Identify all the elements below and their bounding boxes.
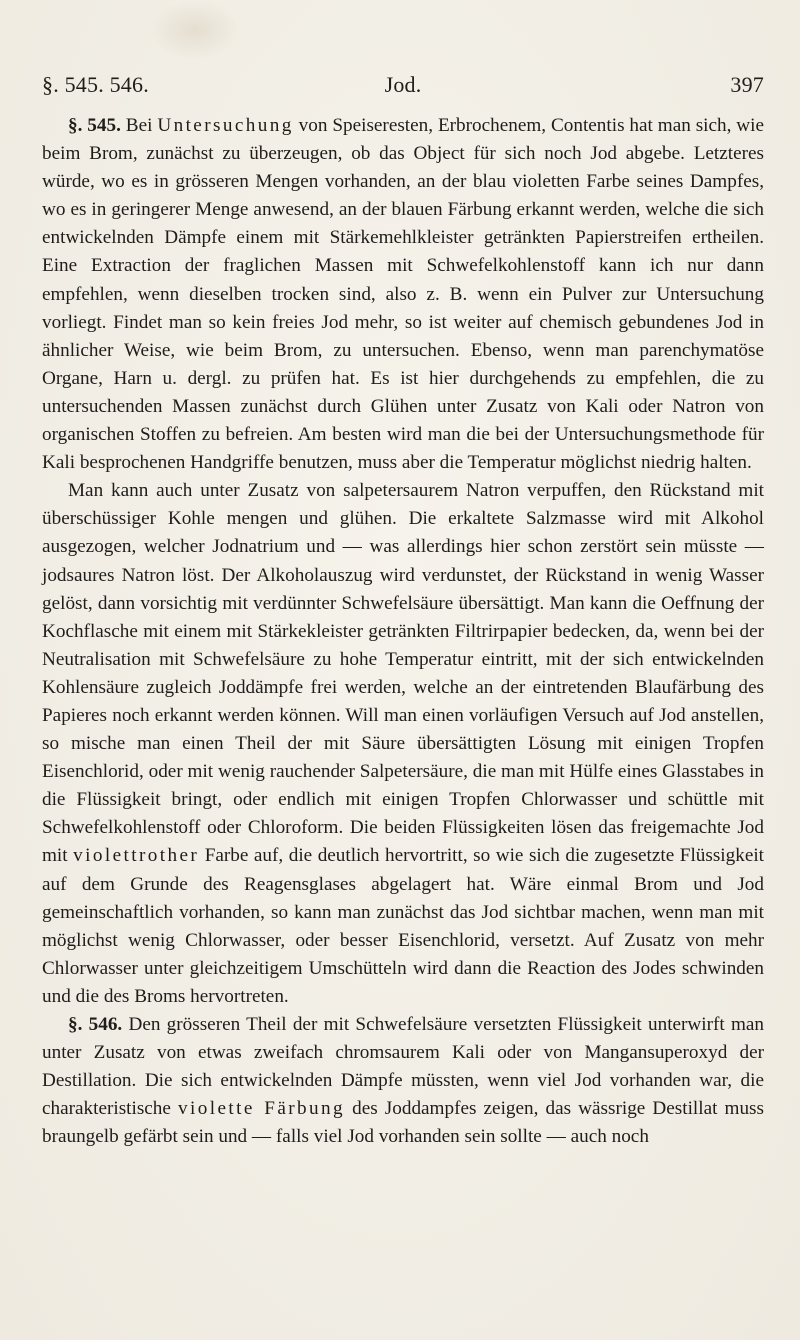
section-range: §. 545. 546.	[42, 72, 149, 97]
emphasis-spaced: Untersuchung	[157, 115, 294, 136]
text-run: von Speiseresten, Erbrochenem, Contentis hat man sich, wie beim Brom, zunächst zu überzeugen, ob das Object für sich noch Jod abgebe. Letzteres würde, wo es in grösseren Mengen vorhanden, an der blau violetten Farbe seines Dampfes, wo es in geringerer Menge anwesend, an der blauen Färbung erkannt werden, welche die sich entwickelnden Dämpfe einem mit Stärkemehlkleister getränkten Papierstreifen ertheilen. Eine Extraction der fraglichen Massen mit Schwefelkohlenstoff kann ich nur dann empfehlen, wenn dieselben trocken sind, also z. B. wenn ein Pulver zur Untersuchung vorliegt. Findet man so kein freies Jod mehr, so ist weiter auf chemisch gebundenes Jod in ähnlicher Weise, wie beim Brom, zu untersuchen. Ebenso, wenn man parenchymatöse Organe, Harn u. dergl. zu prüfen hat. Es ist hier durchgehends zu empfehlen, die zu untersuchenden Massen zunächst durch Glühen unter Zusatz von Kali oder Natron von organischen Stoffen zu befreien. Am besten wird man die bei der Untersuchungsmethode für Kali besprochenen Handgriffe benutzen, muss aber die Temperatur möglichst niedrig halten.	[42, 115, 764, 474]
text-run: Farbe auf, die deutlich hervortritt, so wie sich die zugesetzte Flüssigkeit auf dem Grunde des Reagensglases abgelagert hat. Wäre einmal Brom und Jod gemeinschaftlich vorhanden, so kann man zunächst das Jod sichtbar machen, wenn man mit möglichst wenig Chlorwasser, oder besser Eisenchlorid, versetzt. Auf Zusatz von mehr Chlorwasser unter gleichzeitigem Umschütteln wird dann die Reaction des Jodes schwinden und die des Broms hervortreten.	[42, 845, 764, 1007]
text-run: Man kann auch unter Zusatz von salpetersaurem Natron verpuffen, den Rückstand mit überschüssiger Kohle mengen und glühen. Die erkaltete Salzmasse wird mit Alkohol ausgezogen, welcher Jodnatrium und — was allerdings hier schon zerstört sein müsste — jodsaures Natron löst. Der Alkoholauszug wird verdunstet, der Rückstand in wenig Wasser gelöst, dann vorsichtig mit verdünnter Schwefelsäure übersättigt. Man kann die Oeffnung der Kochflasche mit einem mit Stärkekleister getränkten Filtrirpapier bedecken, da, wenn bei der Neutralisation mit Schwefelsäure zu hohe Temperatur eintritt, mit der sich entwickelnden Kohlensäure zugleich Joddämpfe frei werden, welche an der eintretenden Blaufärbung des Papieres noch erkannt werden können. Will man einen vorläufigen Versuch auf Jod anstellen, so mische man einen Theil der mit Säure übersättigten Lösung mit einigen Tropfen Eisenchlorid, oder mit wenig rauchender Salpetersäure, die man mit Hülfe eines Glasstabes in die Flüssigkeit bringt, oder endlich mit einigen Tropfen Chlorwasser und schüttle mit Schwefelkohlenstoff oder Chloroform. Die beiden Flüssigkeiten lösen das freigemachte Jod mit	[42, 480, 764, 867]
running-header	[42, 72, 764, 102]
emphasis-spaced: violettrother	[73, 845, 200, 867]
text-run: des Joddampfes zeigen, das wässrige Destillat muss braungelb gefärbt sein und — falls viel Jod vorhanden sein sollte — auch noch	[42, 1098, 764, 1148]
paragraph-545	[42, 112, 764, 477]
chapter-title: Jod.	[384, 72, 422, 97]
text-run: Den grösseren Theil der mit Schwefelsäure versetzten Flüssigkeit unterwirft man unter Zusatz von etwas zweifach chromsaurem Kali oder von Mangansuperoxyd der Destillation. Die sich entwickelnden Dämpfe müssten, wenn viel Jod vorhanden war, die charakteristische	[42, 1014, 765, 1120]
emphasis-spaced: violette Färbung	[178, 1098, 346, 1120]
page-number: 397	[730, 72, 764, 97]
text-run: Bei	[120, 115, 158, 136]
body-text	[42, 112, 764, 1151]
section-number: §. 545.	[68, 115, 121, 136]
section-number: §. 546.	[68, 1014, 123, 1035]
paper-stain	[150, 0, 240, 60]
paragraph-546	[42, 1011, 764, 1151]
paragraph-545-continued	[42, 477, 764, 1011]
